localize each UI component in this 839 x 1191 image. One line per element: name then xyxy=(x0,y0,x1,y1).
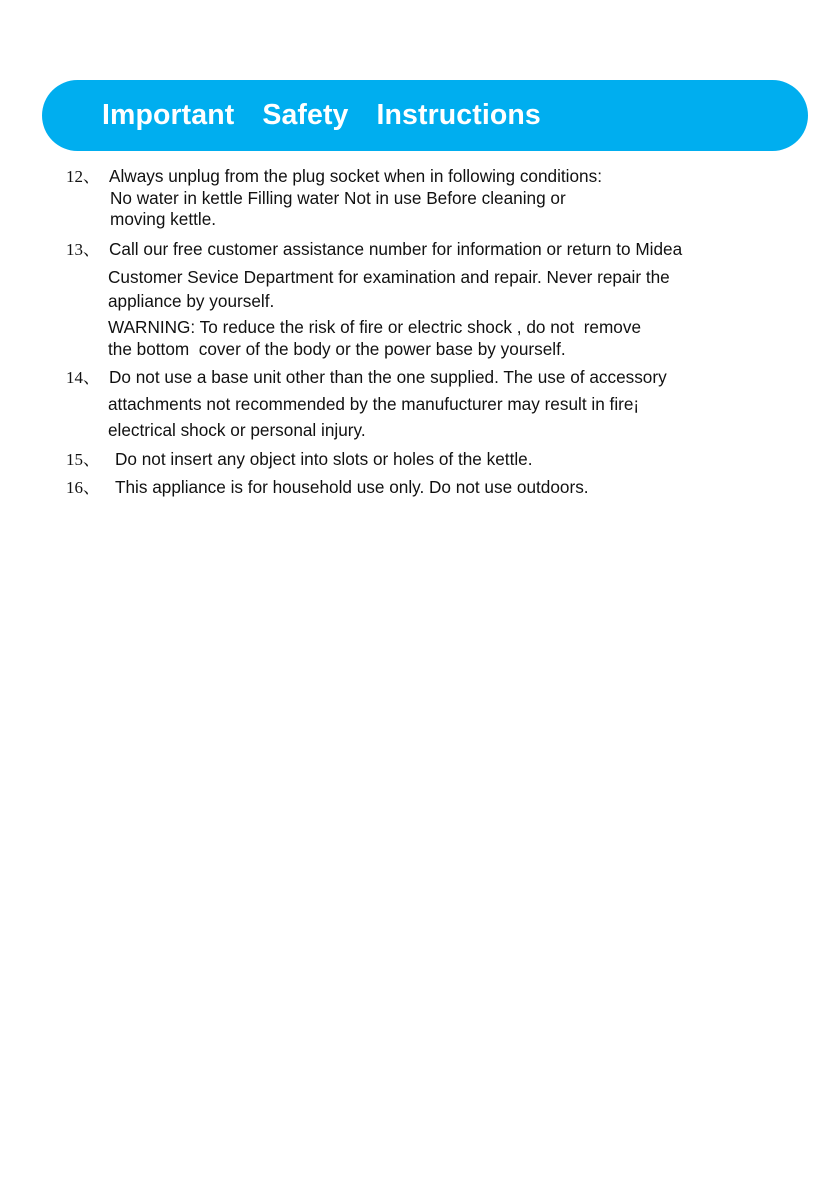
instruction-item-12 xyxy=(66,166,796,231)
item-number: 16、 xyxy=(66,478,100,497)
item-text-line: This appliance is for household use only. Do not use outdoors. xyxy=(115,477,589,497)
item-text-line: No water in kettle Filling water Not in use Before cleaning or xyxy=(110,187,566,208)
item-text-line: moving kettle. xyxy=(110,209,217,229)
item-text-line: Always unplug from the plug socket when in following conditions: xyxy=(109,166,602,186)
item-text-line: electrical shock or personal injury. xyxy=(108,420,366,440)
item-text-line: Do not insert any object into slots or holes of the kettle. xyxy=(115,448,533,469)
item-text-line: Customer Sevice Department for examination and repair. Never repair the xyxy=(108,267,670,287)
instruction-item-16 xyxy=(66,477,796,499)
instruction-list xyxy=(66,166,796,499)
item-text-line: Do not use a base unit other than the one supplied. The use of accessory xyxy=(109,367,667,387)
page-title: Important Safety Instructions xyxy=(102,99,541,131)
item-text-line: attachments not recommended by the manufucturer may result in fire¡ xyxy=(108,393,640,414)
warning-text-line: the bottom cover of the body or the power base by yourself. xyxy=(108,338,566,359)
instruction-item-13 xyxy=(66,239,796,361)
instruction-item-14 xyxy=(66,367,796,442)
instruction-item-15 xyxy=(66,449,796,471)
item-text-line: Call our free customer assistance number for information or return to Midea xyxy=(109,238,683,259)
item-number: 14、 xyxy=(66,368,100,387)
title-banner xyxy=(42,80,808,151)
item-number: 15、 xyxy=(66,449,100,469)
warning-text-line: WARNING: To reduce the risk of fire or electric shock , do not remove xyxy=(108,317,642,337)
item-text-line: appliance by yourself. xyxy=(108,290,275,311)
item-number: 12、 xyxy=(66,167,100,186)
item-number: 13、 xyxy=(66,239,100,259)
